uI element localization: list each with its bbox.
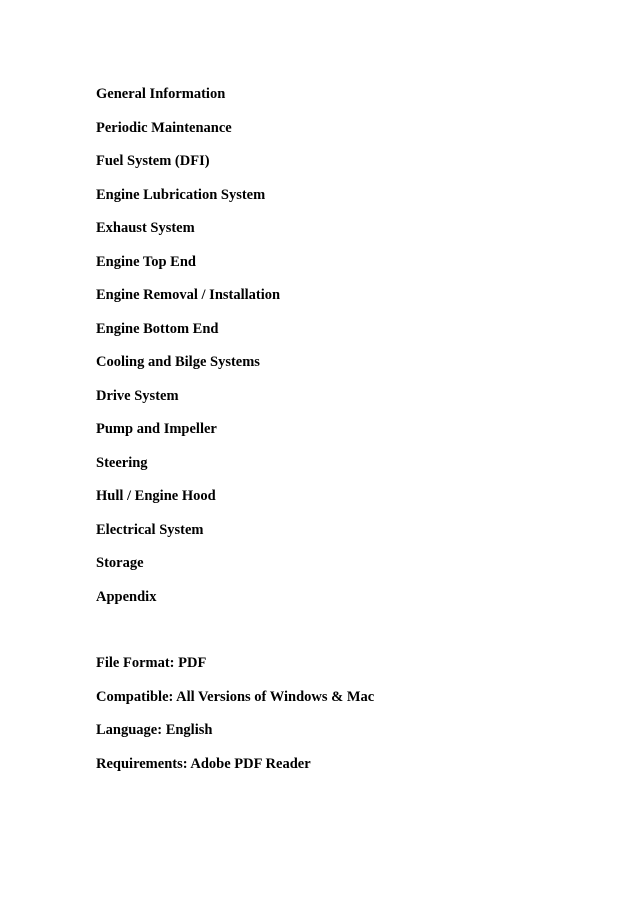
- file-info-list: [96, 654, 374, 788]
- section-item-cooling-bilge: Cooling and Bilge Systems: [96, 354, 260, 370]
- section-item-storage: Storage: [96, 555, 144, 571]
- section-item-pump-impeller: Pump and Impeller: [96, 421, 217, 437]
- section-list: [96, 85, 280, 621]
- language-text: Language: English: [96, 722, 213, 738]
- requirements-text: Requirements: Adobe PDF Reader: [96, 755, 311, 772]
- section-item-engine-lubrication: Engine Lubrication System: [96, 186, 266, 203]
- section-item-exhaust-system: Exhaust System: [96, 220, 195, 236]
- section-item-periodic-maintenance: Periodic Maintenance: [96, 119, 232, 136]
- compatibility-text: Compatible: All Versions of Windows & Mac: [96, 688, 375, 705]
- section-item-engine-bottom-end: Engine Bottom End: [96, 320, 219, 337]
- section-item-hull-engine-hood: Hull / Engine Hood: [96, 488, 216, 504]
- section-item-electrical-system: Electrical System: [96, 521, 204, 538]
- file-format-text: File Format: PDF: [96, 655, 207, 671]
- section-item-appendix: Appendix: [96, 588, 157, 605]
- section-item-drive-system: Drive System: [96, 387, 179, 404]
- section-item-fuel-system: Fuel System (DFI): [96, 153, 210, 169]
- section-item-engine-top-end: Engine Top End: [96, 253, 196, 270]
- section-item-general-information: General Information: [96, 86, 226, 102]
- section-item-engine-removal: Engine Removal / Installation: [96, 287, 281, 303]
- section-item-steering: Steering: [96, 454, 148, 471]
